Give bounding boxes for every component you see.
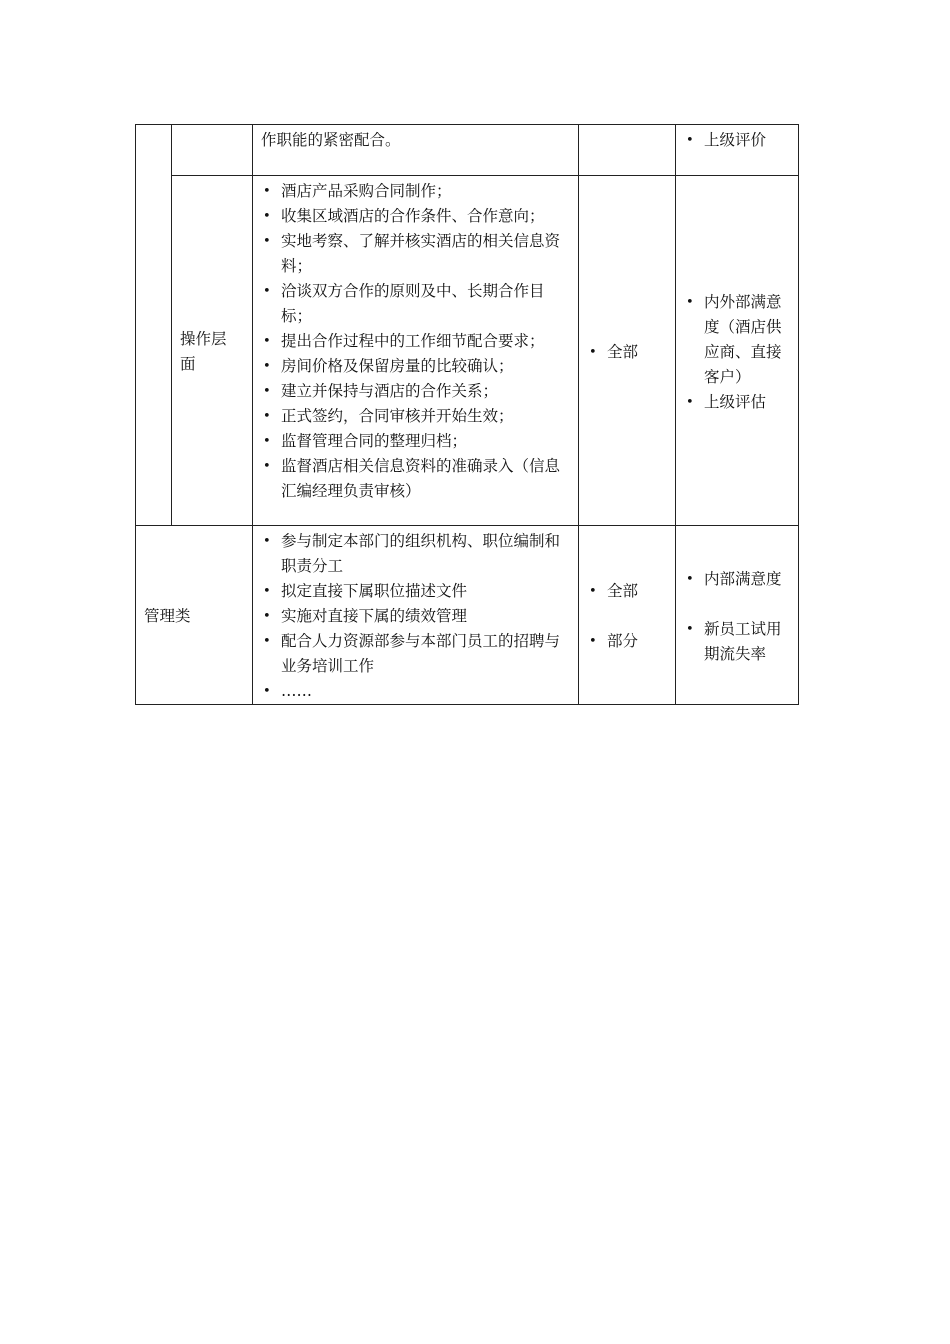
category-label: 管理类 bbox=[144, 607, 191, 625]
list-item: • 部分 bbox=[587, 629, 669, 654]
category-cell bbox=[172, 176, 253, 526]
eval-list bbox=[684, 567, 792, 667]
list-item: • …… bbox=[261, 679, 572, 704]
list-item: • 内部满意度 bbox=[684, 567, 792, 592]
list-item: • 正式签约，合同审核并开始生效； bbox=[261, 404, 572, 429]
list-item: • 房间价格及保留房量的比较确认； bbox=[261, 354, 572, 379]
list-item: • 内外部满意度（酒店供应商、直接客户） bbox=[684, 290, 792, 390]
category-label: 操作层面 bbox=[180, 330, 227, 373]
list-item: • 监督管理合同的整理归档； bbox=[261, 429, 572, 454]
duty-list bbox=[261, 529, 572, 704]
table-row-operations bbox=[136, 176, 799, 526]
eval-cell bbox=[676, 176, 799, 526]
list-item: • 全部 bbox=[587, 579, 669, 604]
duty-list bbox=[261, 179, 572, 504]
scope-list bbox=[587, 340, 669, 365]
empty-scope-cell bbox=[579, 125, 676, 176]
duty-cell bbox=[253, 125, 579, 176]
eval-cell bbox=[676, 526, 799, 705]
list-item: • 参与制定本部门的组织机构、职位编制和职责分工 bbox=[261, 529, 572, 579]
list-item: • 实施对直接下属的绩效管理 bbox=[261, 604, 572, 629]
list-item: • 收集区域酒店的合作条件、合作意向； bbox=[261, 204, 572, 229]
list-item: • 拟定直接下属职位描述文件 bbox=[261, 579, 572, 604]
list-item: • 实地考察、了解并核实酒店的相关信息资料； bbox=[261, 229, 572, 279]
list-item: • 全部 bbox=[587, 340, 669, 365]
duty-cell bbox=[253, 176, 579, 526]
eval-cell bbox=[676, 125, 799, 176]
table-row-continuation bbox=[136, 125, 799, 176]
list-item: • 配合人力资源部参与本部门员工的招聘与业务培训工作 bbox=[261, 629, 572, 679]
duty-cell bbox=[253, 526, 579, 705]
scope-cell bbox=[579, 526, 676, 705]
category-cell bbox=[136, 526, 253, 705]
list-item: • 酒店产品采购合同制作； bbox=[261, 179, 572, 204]
list-item: • 提出合作过程中的工作细节配合要求； bbox=[261, 329, 572, 354]
eval-list bbox=[684, 290, 792, 415]
list-item: • 洽谈双方合作的原则及中、长期合作目标； bbox=[261, 279, 572, 329]
list-item: • 建立并保持与酒店的合作关系； bbox=[261, 379, 572, 404]
scope-list bbox=[587, 579, 669, 654]
list-item: • 上级评价 bbox=[684, 128, 792, 153]
list-item: • 监督酒店相关信息资料的准确录入（信息汇编经理负责审核） bbox=[261, 454, 572, 504]
eval-list bbox=[684, 128, 792, 153]
empty-outer-cell bbox=[136, 125, 172, 526]
scope-cell bbox=[579, 176, 676, 526]
empty-category-cell bbox=[172, 125, 253, 176]
list-item: • 上级评估 bbox=[684, 390, 792, 415]
table-row-management bbox=[136, 526, 799, 705]
responsibility-table bbox=[135, 124, 799, 705]
duty-text: 作职能的紧密配合。 bbox=[261, 131, 401, 149]
list-item: • 新员工试用期流失率 bbox=[684, 617, 792, 667]
